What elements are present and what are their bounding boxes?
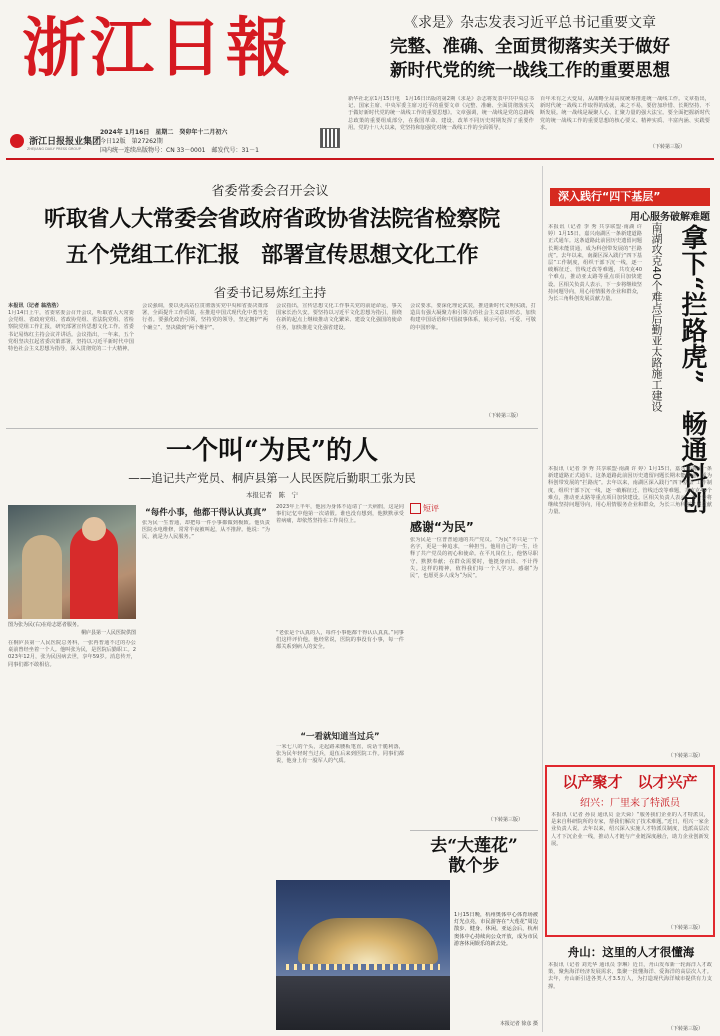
feature-section-1: “每件小事，他都干得认认真真” [145, 508, 267, 518]
date-line: 2024年 1月16日 星期二 癸卯年十二月初六 [100, 129, 228, 136]
right-story-body: 本报讯（记者 李 秀 共享联盟·南湖 许 婷）1月15日，嘉兴南湖区一条新建道路正式通车。这条道路此前因历史遗留问题长期未能贯通，成为科创带发展的“拦路虎”。去年以来，南湖区深入践行“四下基层”工作制度，组织干部下沉一线，逐一破解征迁、管线迁改等难题，共攻克40个难点，推动亚太路等重点项目加快建设。区相关负责人表示，下一步将继续坚持问题导向，用心用情服务企业和群众，为长三角科创发展贡献力量。 [548, 224, 642, 303]
publisher-logo-icon [10, 134, 24, 148]
main-story-subhead: 省委书记易炼红主持 [213, 285, 327, 300]
feature-section-2: “一看就知道当过兵” [300, 732, 380, 742]
feature-col-3b: “老张是个认真的人，每件小事他都干得认认真真。”同事们这样评价他。他经常说，医院的事没有小事，每一件都关系到病人的安全。 [276, 630, 404, 651]
series-title: 用心服务破解难题 [630, 212, 710, 223]
right-story-body-lower: 本报讯（记者 李 秀 共享联盟·南湖 许 婷）1月15日，嘉兴南湖区一条新建道路正式通车。这条道路此前因历史遗留问题长期未能贯通，成为科创带发展的“拦路虎”。去年以来，南湖区深入践行“四下基层”工作制度，组织干部下沉一线，逐一破解征迁、管线迁改等难题，共攻克40个难点，推动亚太路等重点项目加快建设。区相关负责人表示，下一步将继续坚持问题导向，用心用情服务企业和群众，为长三角科创发展贡献力量。 [548, 466, 712, 516]
feature-subhead: ——追记共产党员、桐庐县第一人民医院后勤职工张为民 [128, 471, 416, 485]
bottom-right-body: 本报讯（记者 刘光华 通讯员 李琳）近日，舟山发布新一轮海洋人才政策，聚焦海洋经济发展需求，集聚一批懂海洋、爱海洋的高层次人才。去年，舟山新引进各类人才3.5万人，为打造现代海洋城市提供有力支撑。 [548, 962, 712, 990]
review-divider [410, 830, 538, 831]
main-story-col-3: 会议指出，宣传思想文化工作事关党的前途命运，事关国家长治久安。要坚持以习近平文化思想为指引，围绕在新的起点上继续推动文化繁荣、建设文化强国的使命任务，加快推进文化强省建设。 [276, 303, 402, 331]
publisher-logo [10, 130, 110, 152]
short-review-tag-label: 短评 [423, 504, 439, 513]
top-story-kicker[interactable]: 《求是》杂志发表习近平总书记重要文章 [404, 15, 656, 31]
walkway [276, 976, 450, 1030]
publisher-logo-text: 浙江日报报业集团 [29, 137, 102, 147]
main-story-kicker[interactable]: 省委常委会召开会议 [211, 184, 329, 199]
bottom-photo-headline-2[interactable]: 散个步 [448, 856, 500, 876]
person-head-right [82, 517, 106, 541]
bottom-right-headline[interactable]: 舟山：这里的人才很懂海 [567, 945, 695, 959]
feature-col-3c: 一米七八的个头，走起路来腰板笔直，说话干脆利落，张为民年轻时当过兵，退伍后来到医院工作。同事们都说，他身上有一股军人的气质。 [276, 744, 404, 765]
short-review-headline[interactable]: 感谢“为民” [410, 520, 474, 534]
issue-line: 今日12版 第27262期 [100, 138, 163, 145]
top-story-body-left: 新华社北京1月15日电 1月16日出版的第2期《求是》杂志将发表中共中央总书记、国家主席、中央军委主席习近平的重要文章《完整、准确、全面贯彻落实关于做好新时代党的统一战线工作的重要思想》。文章强调，统一战线是党的总路线总政策的重要组成部分，在我国革命、建设、改革不同历史时期发挥了重要作用。党的十八大以来，党坚持和加强党对统一战线工作的全面领导。 [348, 96, 534, 131]
feature-photo-credit: 桐庐县第一人民医院供图 [80, 630, 136, 636]
masthead-title: 浙江日報 [22, 11, 294, 86]
masthead-divider [6, 158, 714, 160]
boxed-story-headline[interactable]: 以产聚才 以才兴产 [562, 773, 698, 791]
right-vertical-subhead: 南湖攻克40个难点后勤亚太路施工建设 [650, 222, 663, 412]
main-story-headline-1[interactable]: 听取省人大常委会省政府省政协省法院省检察院 [44, 206, 500, 232]
right-vertical-headline[interactable]: 拿下“拦路虎” 畅通科创 [677, 224, 707, 514]
top-story-continue[interactable]: （下转第三版） [650, 144, 686, 150]
stadium-lights [286, 964, 440, 970]
right-story-continue[interactable]: （下转第三版） [668, 753, 704, 759]
short-review-tag [410, 503, 439, 514]
boxed-story-continue[interactable]: （下转第三版） [668, 925, 704, 931]
main-story-headline-2[interactable]: 五个党组工作汇报 部署宣传思想文化工作 [65, 242, 479, 268]
top-story-headline-2[interactable]: 新时代党的统一战线工作的重要思想 [390, 61, 670, 81]
series-badge-text: 深入践行“四下基层” [558, 190, 661, 203]
boxed-story-body: 本报讯（记者 孙良 通讯员 金天舜）“服务我们企业的人才特派员，是来自科研院所的专家，帮我们解决了技术难题。”近日，绍兴一家企业负责人说。去年以来，绍兴深入实施人才特派员制度，选派高层次人才下沉企业一线，推动人才链与产业链深度融合，助力企业创新发展。 [551, 812, 709, 847]
feature-headline[interactable]: 一个叫“为民”的人 [166, 436, 378, 466]
short-review-continue[interactable]: （下转第三版） [488, 817, 524, 823]
series-badge[interactable] [550, 188, 710, 206]
bottom-photo-caption: 1月15日晚，杭州奥体中心体育场被灯光点亮，市民游客在“大莲花”周边散步、健身、休闲。亚运会后，杭州奥体中心持续向公众开放，成为市民游客休闲娱乐的新去处。 [454, 912, 538, 947]
person-figure-left [22, 535, 62, 619]
short-review-body: 张为民是一位普普通通的共产党员。“为民”不只是一个名字，更是一种追求，一种担当。他用自己的一生，诠释了共产党员的初心和使命。在平凡岗位上，他恪尽职守、默默奉献；在群众需要时，他挺身而出、不计得失。这样的精神，值得我们每一个人学习。感谢“为民”，也愿更多人成为“为民”。 [410, 537, 538, 580]
feature-col-3a: 2023年上半年，他因为身体不适请了一天病假，这是同事们记忆中他第一次请假。谁也没有想到，他默默承受着病痛，却依然坚持在工作岗位上。 [276, 504, 404, 525]
short-review-tag-icon [410, 503, 421, 514]
publisher-logo-en: ZHEJIANG DAILY PRESS GROUP [27, 147, 81, 151]
bottom-photo-credit: 本报记者 徐彦 摄 [499, 1021, 538, 1027]
main-story-col-2: 会议强调，要以更高站位贯彻落实党中央和省委决策部署，全面提升工作质效，在推进中国式现代化中勇当先行者。要强化政治引领，坚持党的领导，坚定拥护“两个确立”、坚决做到“两个维护”。 [142, 303, 268, 331]
main-story-col-4: 会议要求，要深化理论武装，推进新时代文明实践，打造具有强大凝聚力和引领力的社会主义意识形态，加快构建中国话语和中国叙事体系，展示可信、可爱、可敬的中国形象。 [410, 303, 536, 331]
feature-col-2a: 张为民一生普通，却把每一件小事都做到极致。他负责医院水电维修，常常半夜被叫起，从不推辞。他说：“为民，就是为人民服务。” [142, 520, 270, 541]
stadium-photo[interactable] [276, 880, 450, 1030]
feature-byline: 本报记者 陈 宁 [246, 491, 298, 499]
stadium-structure [298, 918, 438, 964]
cn-line: 国内统一连续出版物号：CN 33－0001 邮发代号：31－1 [100, 147, 259, 154]
feature-photo-caption: 图为张为民(右)在给志愿者服务。 [8, 622, 82, 628]
top-story-headline-1[interactable]: 完整、准确、全面贯彻落实关于做好 [390, 37, 670, 57]
boxed-story-subhead: 绍兴：厂里来了特派员 [580, 798, 680, 809]
bottom-right-continue[interactable]: （下转第三版） [668, 1026, 704, 1032]
feature-col-1: 在桐庐县第一人民医院总务科，一张再普通不过的办公桌前曾经坐着一个人。他叫张为民，是医院后勤职工。2023年12月，张为民因病去世，享年59岁。消息传开，同事们都不敢相信。 [8, 640, 136, 668]
main-story-col-1: 1月14日上午，省委常委会召开会议，听取省人大常委会党组、省政府党组、省政协党组、省法院党组、省检察院党组工作汇报，研究部署宣传思想文化工作。省委书记易炼红主持会议并讲话。会议指出，一年来，五个党组坚决扛起省委决策部署，坚持以习近平新时代中国特色社会主义思想为指导，深入贯彻党的二十大精神。 [8, 310, 134, 353]
bottom-photo-headline-1[interactable]: 去“大莲花” [430, 836, 518, 856]
main-story-continue[interactable]: （下转第三版） [486, 413, 522, 419]
section-divider [6, 428, 538, 429]
feature-photo[interactable] [8, 505, 136, 619]
masthead-info [100, 128, 320, 155]
qr-code-icon[interactable] [320, 128, 340, 148]
right-column-divider [542, 166, 543, 1032]
main-story-byline: 本报讯（记者 翁浩浩） [8, 303, 62, 309]
top-story-body-right: 百年未有之大变局，从战略全局高度统筹推进统一战线工作。文章指出，新时代统一战线工作取得的成就，来之不易，要倍加珍惜、长期坚持、不断发展。统一战线是凝聚人心、汇聚力量的强大法宝。要全面把握新时代党的统一战线工作的重要思想的核心要义、精神实质、丰富内涵、实践要求。 [540, 96, 710, 131]
